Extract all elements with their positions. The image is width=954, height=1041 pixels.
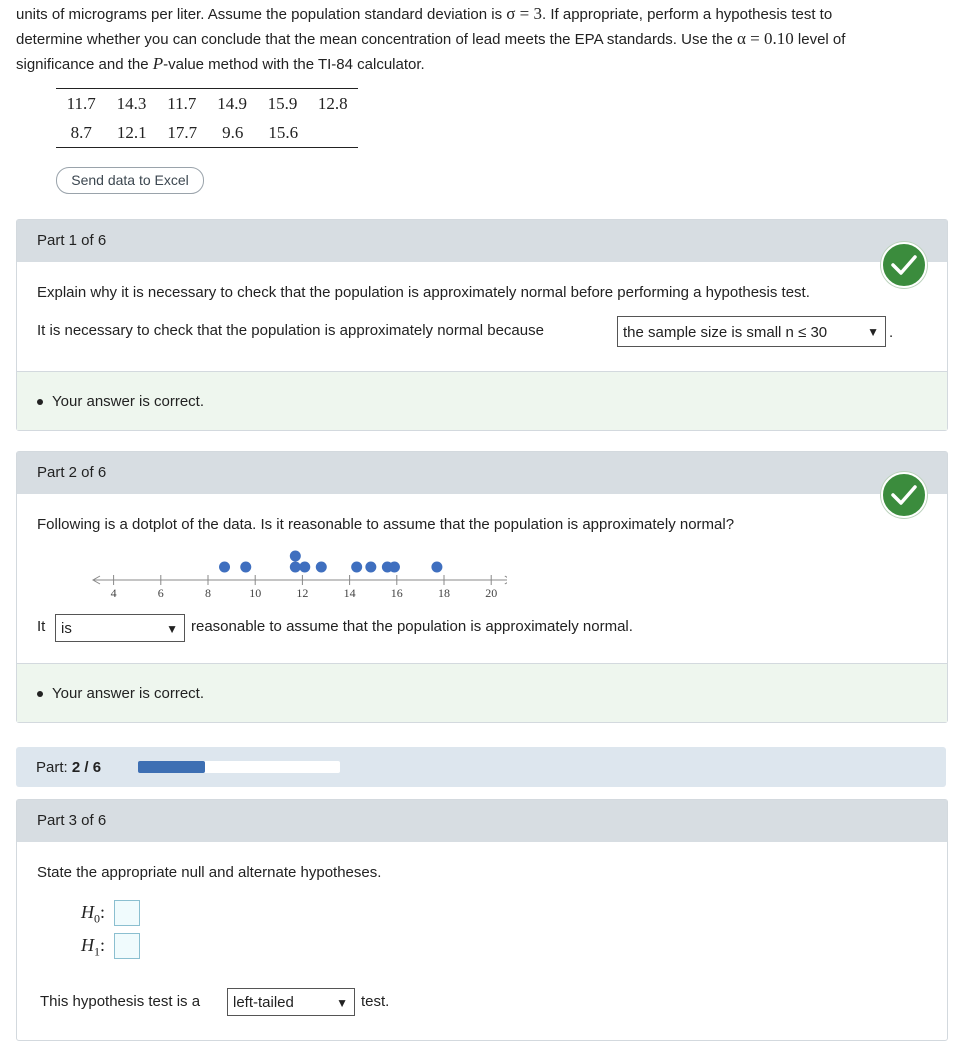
test-type-dropdown[interactable] (227, 988, 355, 1016)
dropdown-arrow-icon: ▼ (867, 325, 879, 339)
data-table (56, 88, 358, 148)
normality-dropdown[interactable] (55, 614, 185, 642)
test-type-dropdown-value: left-tailed (233, 994, 294, 1011)
progress-panel (16, 747, 946, 787)
x-tick-label: 6 (157, 586, 164, 600)
x-tick-label: 20 (485, 586, 498, 600)
part-1-sentence: It is necessary to check that the population is approximately normal because (37, 322, 544, 339)
test-type-prefix: This hypothesis test is a (40, 993, 201, 1010)
progress-value: 2 / 6 (71, 759, 102, 776)
intro-text: significance and the (16, 56, 153, 73)
intro-text: . If appropriate, perform a hypothesis test to (542, 6, 833, 23)
send-to-excel-button[interactable]: Send data to Excel (56, 167, 204, 194)
part-2-card (16, 451, 948, 723)
intro-text: -value method with the TI-84 calculator. (163, 56, 425, 73)
problem-statement (16, 2, 946, 77)
part-1-question: Explain why it is necessary to check that the population is approximately normal before performing a hypothesis test. (37, 284, 810, 301)
normality-dropdown-value: is (61, 620, 72, 637)
intro-text: units of micrograms per liter. Assume the population standard deviation is (16, 6, 507, 23)
data-point (290, 551, 301, 562)
h0-label: $H_0$: (81, 902, 106, 926)
part-2-question: Following is a dotplot of the data. Is it reasonable to assume that the population is approximately normal? (37, 516, 735, 533)
dropdown-arrow-icon: ▼ (336, 996, 348, 1010)
data-cell: 14.9 (217, 93, 248, 113)
data-cell: 17.7 (167, 122, 198, 142)
part-2-feedback (17, 663, 947, 722)
x-tick-label: 8 (205, 586, 211, 600)
h0-letter: H (81, 902, 94, 922)
alpha-expression: α = 0.10 (737, 29, 794, 48)
reason-dropdown[interactable] (617, 316, 886, 347)
data-point (365, 562, 376, 573)
data-cell: 14.3 (116, 93, 147, 113)
data-cell: 9.6 (222, 122, 244, 142)
data-cell: 11.7 (66, 93, 96, 113)
part-2-header: Part 2 of 6 (17, 452, 947, 494)
x-tick-label: 14 (343, 586, 356, 600)
part-3-question: State the appropriate null and alternate hypotheses. (37, 864, 382, 881)
feedback-text: Your answer is correct. (52, 685, 205, 702)
h0-subscript: 0 (94, 911, 100, 926)
intro-text: determine whether you can conclude that the mean concentration of lead meets the EPA standards. Use the (16, 31, 737, 48)
progress-bar-fill (138, 761, 205, 773)
part-1-feedback (17, 371, 947, 430)
data-row-2 (56, 118, 358, 147)
data-point (240, 562, 251, 573)
data-point (299, 562, 310, 573)
feedback-text: Your answer is correct. (52, 393, 205, 410)
data-point (290, 562, 301, 573)
h1-letter: H (81, 935, 94, 955)
h1-label: $H_1$: (81, 935, 106, 959)
progress-label-text: Part: (36, 759, 68, 776)
data-point (351, 562, 362, 573)
part-2-prefix: It (37, 618, 46, 635)
bullet-icon (37, 399, 43, 405)
check-icon (881, 472, 927, 518)
data-point (389, 562, 400, 573)
alternate-hypothesis-input[interactable] (114, 933, 140, 959)
h1-subscript: 1 (94, 944, 100, 959)
test-type-suffix: test. (361, 993, 390, 1010)
data-cell: 15.6 (268, 122, 299, 142)
x-tick-label: 12 (296, 586, 309, 600)
period: . (889, 324, 894, 341)
part-1-card (16, 219, 948, 431)
reason-dropdown-value: the sample size is small n ≤ 30 (623, 324, 828, 341)
null-hypothesis-input[interactable] (114, 900, 140, 926)
data-point (431, 562, 442, 573)
dotplot (67, 540, 507, 602)
check-icon (881, 242, 927, 288)
x-tick-label: 18 (438, 586, 450, 600)
data-cell: 12.1 (116, 122, 147, 142)
bullet-icon (37, 691, 43, 697)
x-tick-label: 10 (249, 586, 262, 600)
x-tick-label: 4 (110, 586, 117, 600)
data-cell: 11.7 (167, 93, 197, 113)
data-row-1 (56, 89, 358, 118)
data-point (219, 562, 230, 573)
part-2-suffix: reasonable to assume that the population is approximately normal. (191, 618, 633, 635)
data-cell: 8.7 (70, 122, 92, 142)
intro-text: level of (793, 31, 846, 48)
dropdown-arrow-icon: ▼ (166, 622, 178, 636)
progress-bar (138, 761, 340, 773)
part-1-header: Part 1 of 6 (17, 220, 947, 262)
part-3-header: Part 3 of 6 (17, 800, 947, 842)
sigma-expression: σ = 3 (506, 4, 543, 23)
progress-label (36, 759, 101, 776)
x-tick-label: 16 (390, 586, 403, 600)
part-3-card (16, 799, 948, 1041)
data-cell: 15.9 (267, 93, 298, 113)
data-point (316, 562, 327, 573)
data-cell: 12.8 (317, 93, 348, 113)
p-letter: P (152, 54, 164, 73)
